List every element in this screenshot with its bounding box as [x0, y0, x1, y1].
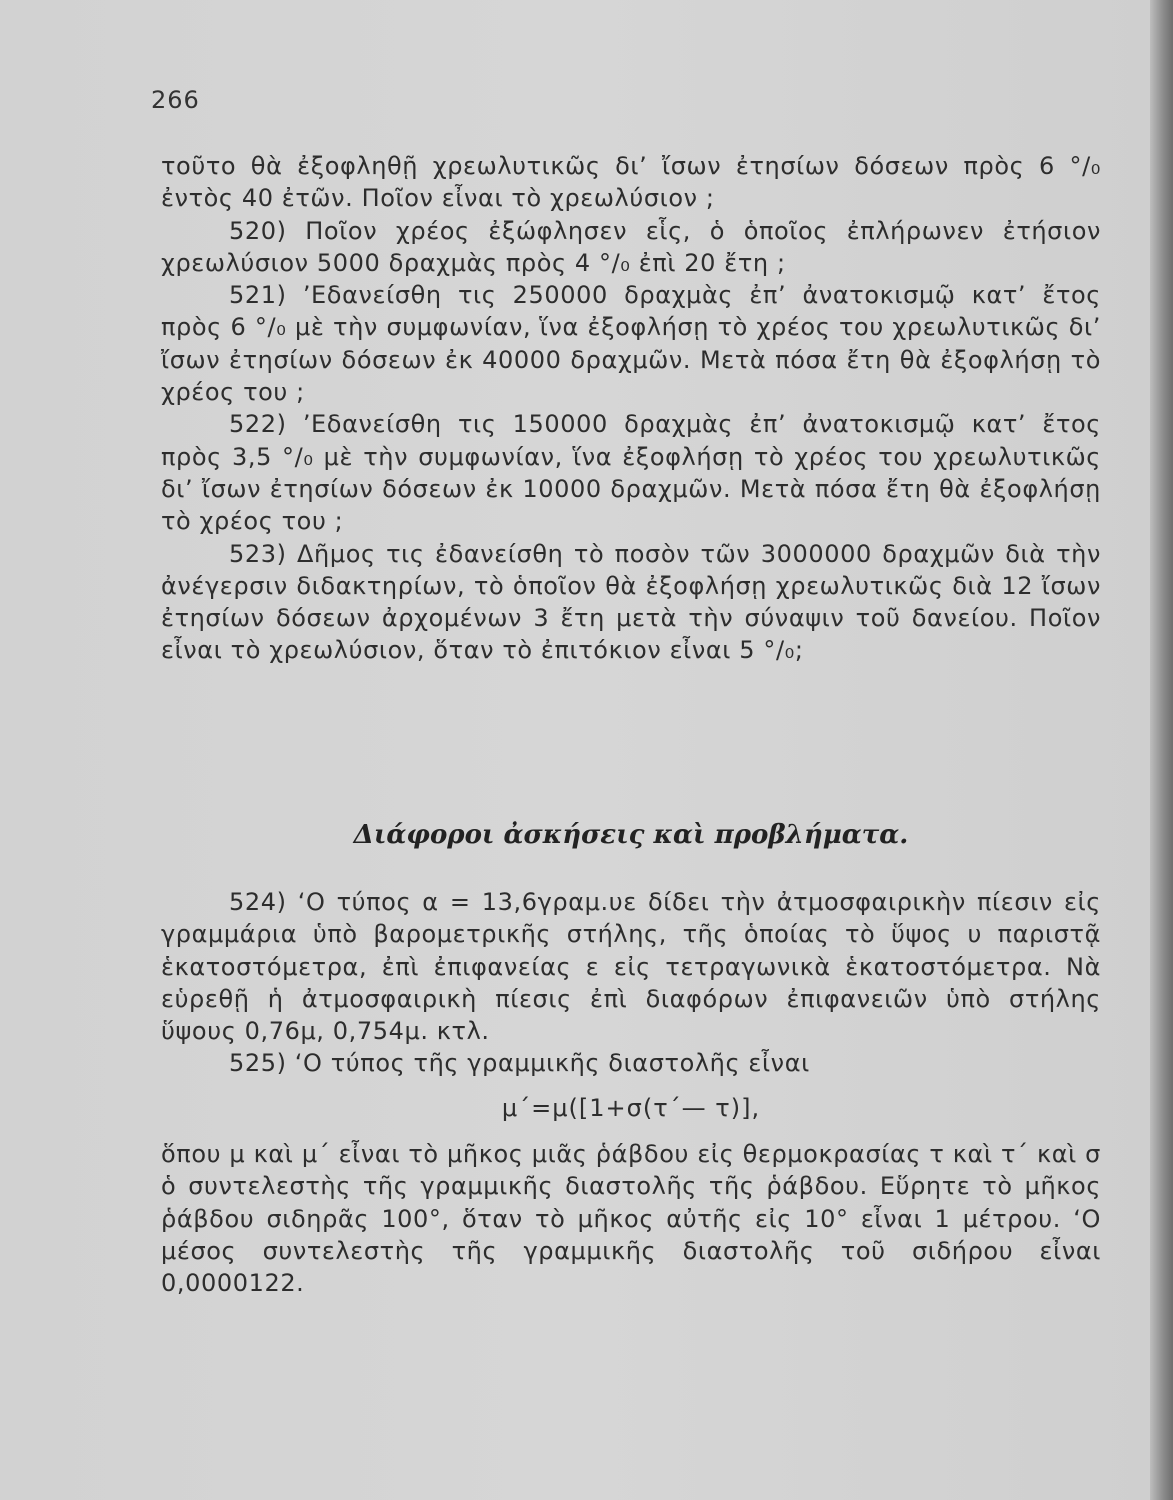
exercise-523: 523) Δῆμος τις ἐδανείσθη τὸ ποσὸν τῶν 3000000 δραχμῶν διὰ τὴν ἀνέγερσιν διδακτηρίων, τὸ ὁποῖον θὰ ἐξοφλήσῃ χρεωλυτικῶς διὰ 12 ἴσων ἐτησίων δόσεων ἀρχομένων 3 ἔτη μετὰ τὴν σύναψιν τοῦ δανείου. Ποῖον εἶναι τὸ χρεωλύσιον, ὅταν τὸ ἐπιτόκιον εἶναι 5 °/₀;	[161, 539, 1101, 665]
exercise-521: 521) ’Εδανείσθη τις 250000 δραχμὰς ἐπ’ ἀνατοκισμῷ κατ’ ἔτος πρὸς 6 °/₀ μὲ τὴν συμφωνίαν, ἵνα ἐξοφλήσῃ τὸ χρέος του χρεωλυτικῶς δι’ ἴσων ἐτησίων δόσεων ἐκ 40000 δραχμῶν. Μετὰ πόσα ἔτη θὰ ἐξοφλήσῃ τὸ χρέος του ;	[161, 281, 1101, 407]
exercises-block-2	[161, 886, 1101, 1300]
exercise-524: 524) ‘Ο τύπος α = 13,6γραμ.υε δίδει τὴν ἀτμοσφαιρικὴν πίεσιν εἰς γραμμάρια ὑπὸ βαρομετρικῆς στήλης, τῆς ὁποίας τὸ ὕψος υ παριστᾷ ἑκατοστόμετρα, ἐπὶ ἐπιφανείας ε εἰς τετραγωνικὰ ἑκατοστόμετρα. Νὰ εὑρεθῇ ἡ ἀτμοσφαιρικὴ πίεσις ἐπὶ διαφόρων ἐπιφανειῶν ὑπὸ στήλης ὕψους 0,76μ, 0,754μ. κτλ.	[161, 888, 1101, 1046]
exercises-block-1	[161, 150, 1101, 667]
formula-linear-expansion: μ΄=μ([1+σ(τ΄— τ)],	[501, 1093, 761, 1122]
page-number: 266	[151, 86, 200, 114]
book-binding-edge	[1150, 0, 1173, 1500]
exercise-525-intro: 525) ‘Ο τύπος τῆς γραμμικῆς διαστολῆς εἶναι	[229, 1049, 810, 1078]
section-heading: Διάφοροι ἀσκήσεις καὶ προβλήματα.	[353, 820, 909, 850]
exercise-525-text: ὅπου μ καὶ μ΄ εἶναι τὸ μῆκος μιᾶς ῥάβδου εἰς θερμοκρασίας τ καὶ τ΄ καὶ σ ὁ συντελεστὴς τῆς γραμμικῆς διαστολῆς τῆς ῥάβδου. Εὕρητε τὸ μῆκος ῥάβδου σιδηρᾶς 100°, ὅταν τὸ μῆκος αὐτῆς εἰς 10° εἶναι 1 μέτρου. ‘Ο μέσος συντελεστὴς τῆς γραμμικῆς διαστολῆς τοῦ σιδήρου εἶναι 0,0000122.	[161, 1140, 1101, 1298]
paragraph-continuation: τοῦτο θὰ ἐξοφληθῇ χρεωλυτικῶς δι’ ἴσων ἐτησίων δόσεων πρὸς 6 °/₀ ἐντὸς 40 ἐτῶν. Ποῖον εἶναι τὸ χρεωλύσιον ;	[161, 152, 1101, 213]
exercise-520: 520) Ποῖον χρέος ἐξώφλησεν εἷς, ὁ ὁποῖος ἐπλήρωνεν ἐτήσιον χρεωλύσιον 5000 δραχμὰς πρὸς 4 °/₀ ἐπὶ 20 ἔτη ;	[161, 216, 1101, 277]
exercise-522: 522) ’Εδανείσθη τις 150000 δραχμὰς ἐπ’ ἀνατοκισμῷ κατ’ ἔτος πρὸς 3,5 °/₀ μὲ τὴν συμφωνίαν, ἵνα ἐξοφλήσῃ τὸ χρέος του χρεωλυτικῶς δι’ ἴσων ἐτησίων δόσεων ἐκ 10000 δραχμῶν. Μετὰ πόσα ἔτη θὰ ἐξοφλήσῃ τὸ χρέος του ;	[161, 410, 1101, 536]
